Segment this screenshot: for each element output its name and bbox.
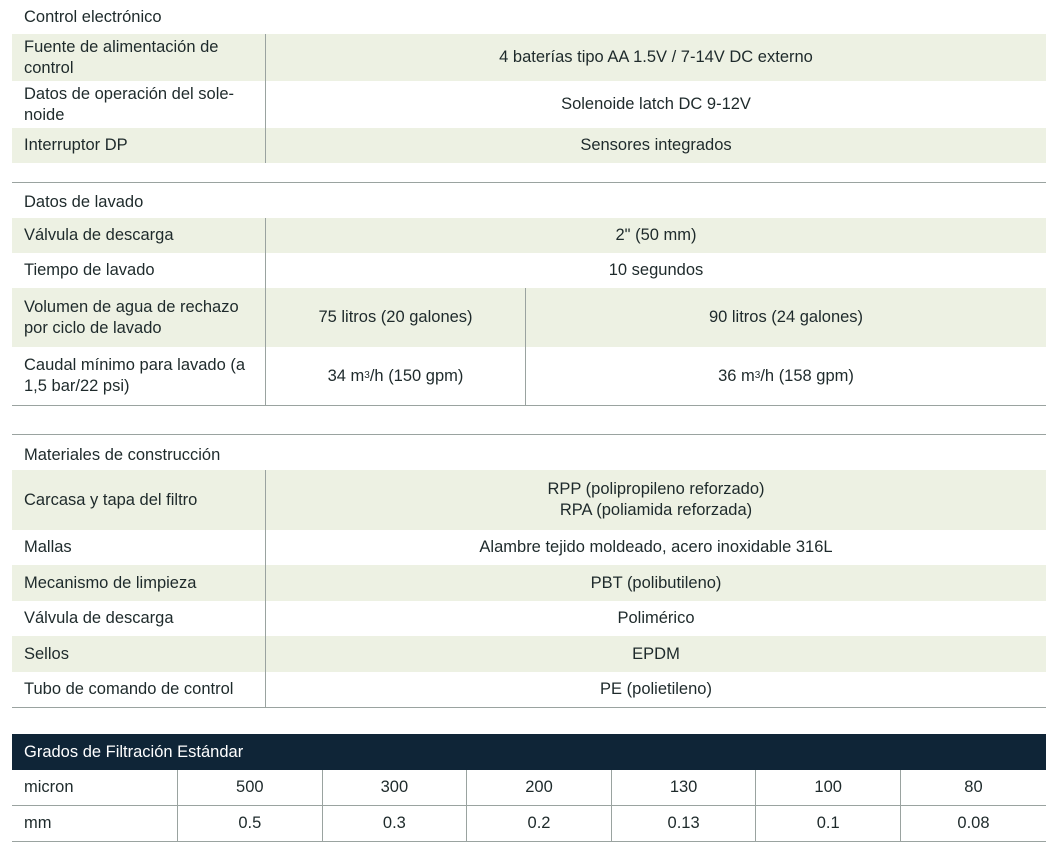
table-cell: 200 <box>467 770 612 805</box>
row-label: Volumen de agua de rechazo por ciclo de lavado <box>12 288 266 347</box>
row-label: Interruptor DP <box>12 128 266 163</box>
table-row <box>12 253 1046 288</box>
lavado-section <box>12 182 1046 406</box>
table-cell: 100 <box>756 770 901 805</box>
table-cell: 0.08 <box>957 814 990 832</box>
row-label: Sellos <box>12 636 266 672</box>
table-cell: 80 <box>964 778 983 796</box>
row-value: Polimérico <box>617 609 695 627</box>
row-value: 10 segundos <box>608 261 704 279</box>
row-label: Válvula de descarga <box>12 218 266 253</box>
table-row <box>12 347 1046 405</box>
value-text: 34 m <box>327 366 365 385</box>
table-cell: 130 <box>612 770 757 805</box>
section-title: Materiales de construcción <box>24 446 221 464</box>
table-cell: 0.5 <box>178 806 323 841</box>
row-label: mm <box>12 806 178 841</box>
table-row <box>12 81 1046 128</box>
table-row <box>12 470 1046 530</box>
table-cell: 300 <box>323 770 468 805</box>
divider <box>12 841 1046 842</box>
table-row <box>12 601 1046 636</box>
row-value: 90 litros (24 galones) <box>708 308 864 326</box>
row-label: Fuente de alimentación de control <box>12 34 266 81</box>
row-label: Datos de operación del sole-noide <box>12 81 266 128</box>
divider <box>12 405 1046 406</box>
row-value: EPDM <box>632 644 680 663</box>
row-value: Alambre tejido moldeado, acero inoxidable 316L <box>479 538 833 556</box>
divider <box>12 707 1046 708</box>
row-value: Sensores integrados <box>580 136 732 154</box>
value-text: 36 m <box>718 366 755 385</box>
value-text: /h (158 gpm) <box>760 366 854 385</box>
table-row <box>12 128 1046 163</box>
table-row <box>12 218 1046 253</box>
section-title: Control electrónico <box>24 8 162 26</box>
value-text: /h (150 gpm) <box>369 366 464 385</box>
table-row <box>12 288 1046 347</box>
table-row <box>12 636 1046 672</box>
table-cell: 0.3 <box>323 806 468 841</box>
table-row <box>12 530 1046 565</box>
row-value: 2" (50 mm) <box>615 226 697 244</box>
row-label: Caudal mínimo para lavado (a 1,5 bar/22 psi) <box>12 347 266 405</box>
filtracion-section <box>12 734 1046 842</box>
table-row <box>12 565 1046 601</box>
table-row <box>12 672 1046 707</box>
row-label: Carcasa y tapa del filtro <box>12 470 266 530</box>
row-label: Mecanismo de limpieza <box>12 565 266 601</box>
row-label: Tiempo de lavado <box>12 253 266 288</box>
row-value: 36 m 3 /h (158 gpm) <box>718 366 854 385</box>
section-title: Grados de Filtración Estándar <box>12 734 1046 770</box>
table-row <box>12 806 1046 841</box>
table-row <box>12 34 1046 81</box>
row-label: micron <box>12 770 178 805</box>
row-value: 75 litros (20 galones) <box>266 288 526 347</box>
row-label: Válvula de descarga <box>12 601 266 636</box>
row-label: Mallas <box>12 530 266 565</box>
table-row <box>12 770 1046 805</box>
table-cell: 0.2 <box>467 806 612 841</box>
control-section <box>12 0 1046 163</box>
row-value: 34 m 3 /h (150 gpm) <box>266 347 526 405</box>
materiales-section <box>12 434 1046 708</box>
row-value: 4 baterías tipo AA 1.5V / 7-14V DC externo <box>499 48 813 66</box>
row-value: PE (polietileno) <box>600 680 712 698</box>
table-cell: 0.13 <box>612 806 757 841</box>
table-cell: 500 <box>178 770 323 805</box>
table-cell: 0.1 <box>756 806 901 841</box>
section-title: Datos de lavado <box>24 193 144 211</box>
row-label: Tubo de comando de control <box>12 672 266 707</box>
row-value: PBT (polibutileno) <box>590 573 722 592</box>
value-line: RPA (poliamida reforzada) <box>559 501 753 519</box>
row-value: Solenoide latch DC 9-12V <box>561 95 751 113</box>
value-line: RPP (polipropileno reforzado) <box>547 480 765 498</box>
row-value <box>266 470 1046 530</box>
